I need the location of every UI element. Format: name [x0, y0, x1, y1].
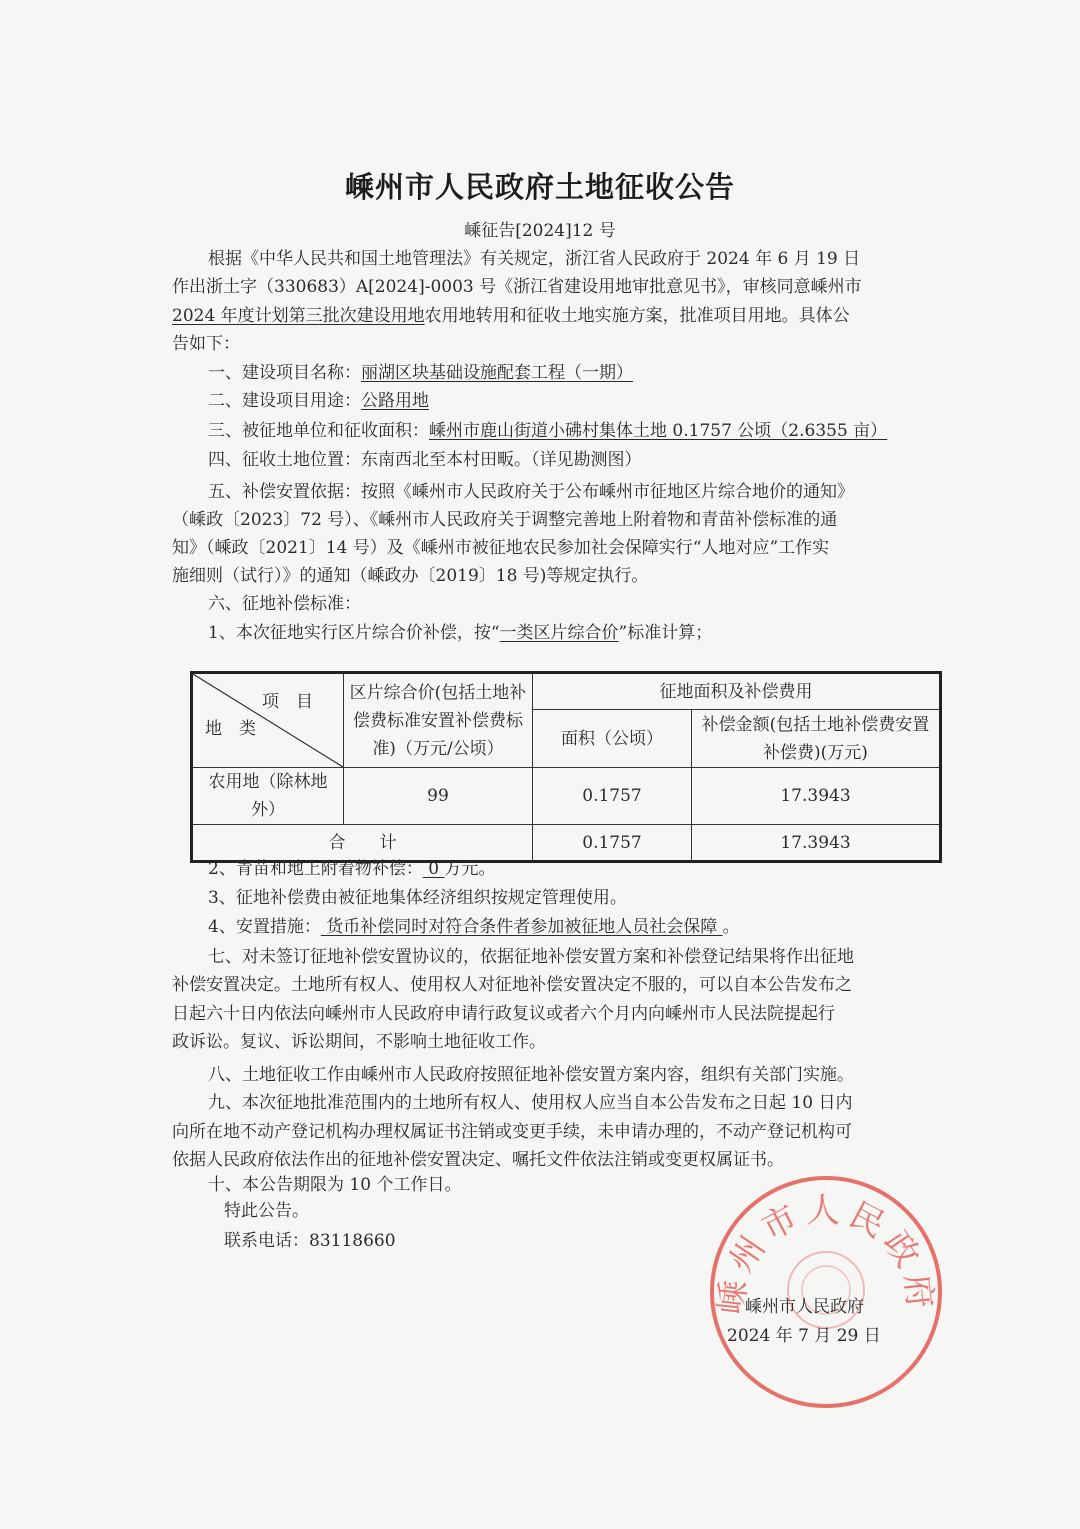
section-7-line-4: 政诉讼。复议、诉讼期间，不影响土地征收工作。 [172, 1032, 546, 1052]
section-9-line-3: 依据人民政府依法作出的征地补偿安置决定、嘱托文件依法注销或变更权属证书。 [172, 1150, 784, 1170]
batch-name: 2024 年度计划第三批次建设用地 [172, 306, 425, 326]
diagonal-header-cell [192, 673, 344, 768]
project-use: 公路用地 [361, 391, 429, 411]
section-7-line-1: 七、对未签订征地补偿安置协议的，依据征地补偿安置方案和补偿登记结果将作出征地 [208, 947, 854, 967]
section-7-line-2: 补偿安置决定。土地所有权人、使用权人对征地补偿安置决定不服的，可以自本公告发布之 [172, 975, 852, 995]
item-6: 六、征地补偿标准： [208, 594, 361, 614]
item-2: 二、建设项目用途：公路用地 [208, 391, 429, 411]
header-item-label: 项 目 [262, 692, 313, 712]
closing: 特此公告。 [224, 1201, 309, 1221]
section-10: 十、本公告期限为 10 个工作日。 [208, 1175, 462, 1195]
header-landtype-label: 地 类 [205, 719, 256, 739]
table-total-row: 合 计 0.1757 17.3943 [192, 825, 941, 862]
contact-phone: 联系电话：83118660 [224, 1231, 396, 1251]
item-5-line-1: 五、补偿安置依据：按照《嵊州市人民政府关于公布嵊州市征地区片综合地价的通知》 [208, 482, 854, 502]
intro-line-3: 2024 年度计划第三批次建设用地农用地转用和征收土地实施方案，批准项目用地。具体公 [172, 306, 850, 326]
item-5-line-2: （嵊政〔2023〕72 号）、《嵊州市人民政府关于调整完善地上附着物和青苗补偿标准的通 [172, 510, 838, 530]
land-unit-area: 嵊州市鹿山街道小砩村集体土地 0.1757 公顷（2.6355 亩） [429, 421, 888, 441]
intro-line-4: 告如下： [172, 334, 240, 354]
header-price: 区片综合价(包括土地补偿费标准安置补偿费标准)（万元/公顷） [344, 673, 533, 768]
signing-date: 2024 年 7 月 29 日 [727, 1326, 881, 1346]
item-3: 三、被征地单位和征收面积：嵊州市鹿山街道小砩村集体土地 0.1757 公顷（2.6355 亩） [208, 421, 888, 441]
item-1: 一、建设项目名称：丽湖区块基础设施配套工程（一期） [208, 363, 633, 383]
section-9-line-1: 九、本次征地批准范围内的土地所有权人、使用权人应当自本公告发布之日起 10 日内 [208, 1093, 853, 1113]
page-title: 嵊州市人民政府土地征收公告 [344, 170, 735, 204]
after-4: 4、安置措施： 货币补偿同时对符合条件者参加被征地人员社会保障 。 [208, 917, 740, 937]
header-group: 征地面积及补偿费用 [533, 673, 941, 710]
after-3: 3、征地补偿费由被征地集体经济组织按规定管理使用。 [208, 888, 627, 908]
section-9-line-2: 向所在地不动产登记机构办理权属证书注销或变更手续，未申请办理的，不动产登记机构可 [172, 1122, 852, 1142]
item-4: 四、征收土地位置：东南西北至本村田畈。（详见勘测图） [208, 450, 642, 470]
item-6-1: 1、本次征地实行区片综合价补偿，按“一类区片综合价”标准计算； [208, 623, 713, 643]
svg-text:嵊州市人民政府: 嵊州市人民政府 [711, 1191, 941, 1317]
signing-organization: 嵊州市人民政府 [745, 1297, 864, 1317]
project-name: 丽湖区块基础设施配套工程（一期） [361, 363, 633, 383]
compensation-table [190, 671, 942, 863]
after-2: 2、青苗和地上附着物补偿： 0 万元。 [208, 859, 496, 879]
section-7-line-3: 日起六十日内依法向嵊州市人民政府申请行政复议或者六个月内向嵊州市人民法院提起行 [172, 1004, 835, 1024]
intro-line-1: 根据《中华人民共和国土地管理法》有关规定，浙江省人民政府于 2024 年 6 月 19 日 [208, 249, 861, 269]
item-5-line-3: 知》（嵊政〔2021〕14 号）及《嵊州市被征地农民参加社会保障实行“人地对应”工作实 [172, 538, 830, 558]
section-8: 八、土地征收工作由嵊州市人民政府按照征地补偿安置方案内容，组织有关部门实施。 [208, 1065, 854, 1085]
table-row: 农用地（除林地外） 99 0.1757 17.3943 [192, 768, 941, 825]
document-number: 嵊征告[2024]12 号 [464, 221, 616, 241]
header-area: 面积（公顷） [533, 710, 692, 768]
item-5-line-4: 施细则（试行）》的通知（嵊政办〔2019〕18 号)等规定执行。 [172, 566, 649, 586]
intro-line-2: 作出浙土字（330683）A[2024]-0003 号《浙江省建设用地审批意见书》，审核同意嵊州市 [172, 277, 862, 297]
header-amount: 补偿金额(包括土地补偿费安置补偿费)(万元) [692, 710, 941, 768]
